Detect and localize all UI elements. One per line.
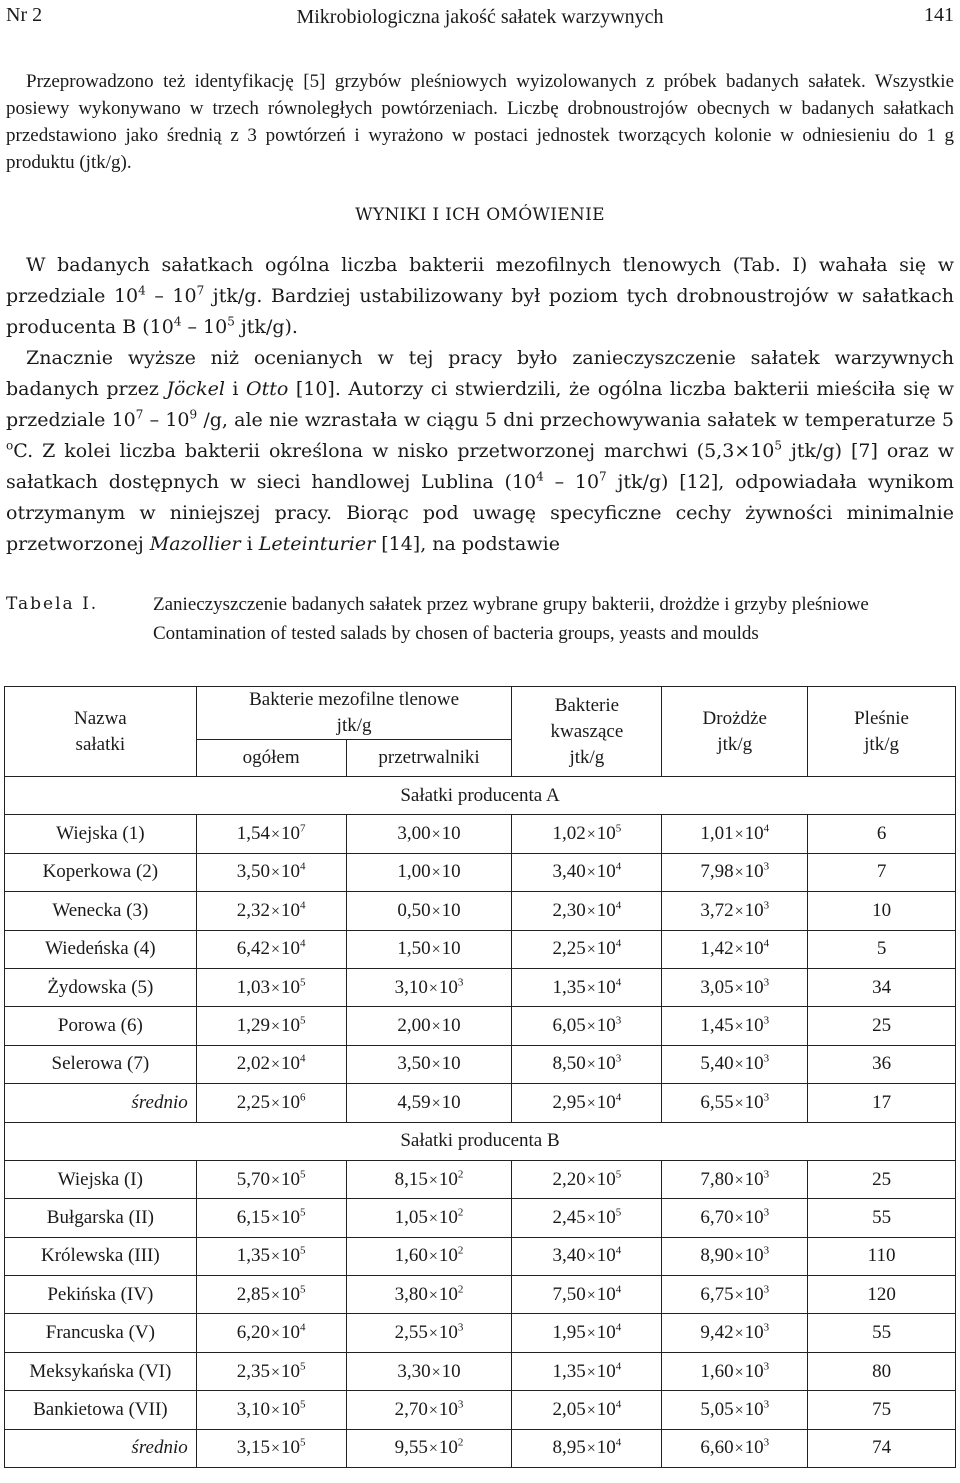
value-cell: $1,95\times 10^4$ — [512, 1314, 662, 1352]
moulds-cell: 55 — [808, 1314, 956, 1352]
moulds-cell: 6 — [808, 815, 956, 853]
moulds-cell: 36 — [808, 1045, 956, 1083]
results-paragraph-2: Znacznie wyższe niż ocenianych w tej pracy było zanieczyszczenie sałatek warzywnych badanych przez Jöckel i Otto [10]. Autorzy ci stwierdzili, że ogólna liczba bakterii mieściła się w przedziale $10^7 - 10^9$ /g, ale nie wzrastała w ciągu 5 dni przechowywania sałatek w temperaturze 5 $^o$C. Z kolei liczba bakterii określona w nisko przetworzonej marchwi ($5,3\times 10^5$ jtk/g) [7] oraz w sałatkach dostępnych w sieci handlowej Lublina ($10^4 - 10^7$ jtk/g) [12], odpowiadała wynikom otrzymanym w niniejszej pracy. Biorąc pod uwagę specyficzne cechy żywności minimalnie przetworzonej Mazollier i Leteinturier [14], na podstawie — [6, 347, 955, 555]
value-cell: $1,42\times 10^4$ — [662, 930, 808, 968]
section-label-b: Sałatki producenta B — [5, 1122, 956, 1160]
value-cell: $2,35\times 10^5$ — [196, 1352, 346, 1390]
value-cell: $6,05\times 10^3$ — [512, 1007, 662, 1045]
salad-name: Pekińska (IV) — [5, 1276, 197, 1314]
value-cell: $2,20\times 10^5$ — [512, 1160, 662, 1198]
value-cell: $3,80\times 10^2$ — [346, 1276, 512, 1314]
section-row-a — [5, 777, 956, 815]
moulds-cell: 75 — [808, 1391, 956, 1429]
value-cell: $5,40\times 10^3$ — [662, 1045, 808, 1083]
running-title: Mikrobiologiczna jakość sałatek warzywnych — [296, 6, 664, 28]
table-row — [5, 1391, 956, 1429]
table-row — [5, 892, 956, 930]
header-yeasts: Drożdże jtk/g — [662, 687, 808, 777]
average-label: średnio — [5, 1429, 197, 1467]
intro-paragraph: Przeprowadzono też identyfikację [5] grzybów pleśniowych wyizolowanych z próbek badanych sałatek. Wszystkie posiewy wykonywano w trzech równoległych powtórzeniach. Liczbę drobnoustrojów obecnych w badanych sałatkach przedstawiono jako średnią z 3 powtórzeń i wyrażono w postaci jednostek tworzących kolonie w odniesieniu do 1 g produktu (jtk/g). — [6, 71, 954, 173]
moulds-cell: 74 — [808, 1429, 956, 1467]
value-cell: $6,42\times 10^4$ — [196, 930, 346, 968]
header-lactic: Bakterie kwaszące jtk/g — [512, 687, 662, 777]
value-cell: $1,35\times 10^4$ — [512, 968, 662, 1006]
page-number: 141 — [924, 4, 954, 26]
value-cell: $8,15\times 10^2$ — [346, 1160, 512, 1198]
table-row — [5, 853, 956, 891]
table-row — [5, 1237, 956, 1275]
value-cell: $5,05\times 10^3$ — [662, 1391, 808, 1429]
value-cell: $2,25\times 10^4$ — [512, 930, 662, 968]
value-cell: $2,25\times 10^6$ — [196, 1084, 346, 1122]
caption-polish: Zanieczyszczenie badanych sałatek przez wybrane grupy bakterii, drożdże i grzyby pleśniowe — [153, 594, 869, 615]
value-cell: 1,00×10 — [346, 853, 512, 891]
value-cell: $9,55\times 10^2$ — [346, 1429, 512, 1467]
contamination-table — [4, 686, 956, 1468]
table-row — [5, 1007, 956, 1045]
salad-name: Bułgarska (II) — [5, 1199, 197, 1237]
section-row-b — [5, 1122, 956, 1160]
moulds-cell: 120 — [808, 1276, 956, 1314]
moulds-cell: 5 — [808, 930, 956, 968]
results-paragraph-1: W badanych sałatkach ogólna liczba bakterii mezofilnych tlenowych (Tab. I) wahała się w przedziale $10^4 - 10^7$ jtk/g. Bardziej ustabilizowany był poziom tych drobnoustrojów w sałatkach producenta B ($10^4 - 10^5$ jtk/g). — [6, 254, 954, 338]
table-row — [5, 1199, 956, 1237]
table-row — [5, 1160, 956, 1198]
moulds-cell: 25 — [808, 1007, 956, 1045]
value-cell: $6,15\times 10^5$ — [196, 1199, 346, 1237]
moulds-cell: 55 — [808, 1199, 956, 1237]
value-cell: $1,05\times 10^2$ — [346, 1199, 512, 1237]
value-cell: $8,90\times 10^3$ — [662, 1237, 808, 1275]
value-cell: $3,72\times 10^3$ — [662, 892, 808, 930]
value-cell: $1,02\times 10^5$ — [512, 815, 662, 853]
value-cell: 3,00×10 — [346, 815, 512, 853]
salad-name: Francuska (V) — [5, 1314, 197, 1352]
value-cell: $7,98\times 10^3$ — [662, 853, 808, 891]
value-cell: $6,20\times 10^4$ — [196, 1314, 346, 1352]
salad-name: Porowa (6) — [5, 1007, 197, 1045]
value-cell: $8,50\times 10^3$ — [512, 1045, 662, 1083]
salad-name: Koperkowa (2) — [5, 853, 197, 891]
value-cell: 1,50×10 — [346, 930, 512, 968]
value-cell: 4,59×10 — [346, 1084, 512, 1122]
value-cell: $6,75\times 10^3$ — [662, 1276, 808, 1314]
value-cell: $7,50\times 10^4$ — [512, 1276, 662, 1314]
header-name: Nazwa sałatki — [5, 687, 197, 777]
value-cell: $1,03\times 10^5$ — [196, 968, 346, 1006]
salad-name: Wiejska (I) — [5, 1160, 197, 1198]
value-cell: $2,55\times 10^3$ — [346, 1314, 512, 1352]
value-cell: $6,60\times 10^3$ — [662, 1429, 808, 1467]
value-cell: $3,10\times 10^3$ — [346, 968, 512, 1006]
value-cell: $6,70\times 10^3$ — [662, 1199, 808, 1237]
moulds-cell: 25 — [808, 1160, 956, 1198]
value-cell: $7,80\times 10^3$ — [662, 1160, 808, 1198]
moulds-cell: 7 — [808, 853, 956, 891]
salad-name: Wenecka (3) — [5, 892, 197, 930]
value-cell: $2,32\times 10^4$ — [196, 892, 346, 930]
value-cell: $2,05\times 10^4$ — [512, 1391, 662, 1429]
value-cell: $3,50\times 10^4$ — [196, 853, 346, 891]
results-text — [6, 250, 954, 560]
average-label: średnio — [5, 1084, 197, 1122]
value-cell: $1,60\times 10^2$ — [346, 1237, 512, 1275]
moulds-cell: 10 — [808, 892, 956, 930]
header-mezo-spore: przetrwalniki — [346, 740, 512, 777]
value-cell: $2,45\times 10^5$ — [512, 1199, 662, 1237]
issue-number: Nr 2 — [6, 4, 43, 26]
value-cell: $2,95\times 10^4$ — [512, 1084, 662, 1122]
table-body — [5, 777, 956, 1468]
value-cell: $3,40\times 10^4$ — [512, 1237, 662, 1275]
value-cell: $3,40\times 10^4$ — [512, 853, 662, 891]
salad-name: Wiejska (1) — [5, 815, 197, 853]
header-mezo-total: ogółem — [196, 740, 346, 777]
value-cell: $1,45\times 10^3$ — [662, 1007, 808, 1045]
table-row — [5, 1314, 956, 1352]
value-cell: 2,00×10 — [346, 1007, 512, 1045]
table-row — [5, 815, 956, 853]
salad-name: Selerowa (7) — [5, 1045, 197, 1083]
average-row — [5, 1084, 956, 1122]
salad-name: Żydowska (5) — [5, 968, 197, 1006]
section-title: WYNIKI I ICH OMÓWIENIE — [355, 205, 605, 225]
value-cell: $5,70\times 10^5$ — [196, 1160, 346, 1198]
table-row — [5, 968, 956, 1006]
value-cell: $6,55\times 10^3$ — [662, 1084, 808, 1122]
running-header — [6, 4, 954, 32]
value-cell: $1,35\times 10^5$ — [196, 1237, 346, 1275]
header-mezophilic: Bakterie mezofilne tlenowe jtk/g — [196, 687, 512, 740]
value-cell: $1,01\times 10^4$ — [662, 815, 808, 853]
value-cell: $2,30\times 10^4$ — [512, 892, 662, 930]
average-row — [5, 1429, 956, 1467]
moulds-cell: 80 — [808, 1352, 956, 1390]
value-cell: $1,35\times 10^4$ — [512, 1352, 662, 1390]
table-row — [5, 1352, 956, 1390]
value-cell: $2,70\times 10^3$ — [346, 1391, 512, 1429]
value-cell: $3,15\times 10^5$ — [196, 1429, 346, 1467]
value-cell: 0,50×10 — [346, 892, 512, 930]
section-label-a: Sałatki producenta A — [5, 777, 956, 815]
salad-name: Bankietowa (VII) — [5, 1391, 197, 1429]
table-row — [5, 1276, 956, 1314]
salad-name: Wiedeńska (4) — [5, 930, 197, 968]
header-moulds: Pleśnie jtk/g — [808, 687, 956, 777]
value-cell: $2,85\times 10^5$ — [196, 1276, 346, 1314]
salad-name: Królewska (III) — [5, 1237, 197, 1275]
value-cell: $1,60\times 10^3$ — [662, 1352, 808, 1390]
value-cell: $2,02\times 10^4$ — [196, 1045, 346, 1083]
table-row — [5, 930, 956, 968]
value-cell: 3,30×10 — [346, 1352, 512, 1390]
moulds-cell: 34 — [808, 968, 956, 1006]
value-cell: $9,42\times 10^3$ — [662, 1314, 808, 1352]
moulds-cell: 110 — [808, 1237, 956, 1275]
table-caption — [6, 590, 954, 648]
salad-name: Meksykańska (VI) — [5, 1352, 197, 1390]
value-cell: $3,10\times 10^5$ — [196, 1391, 346, 1429]
table-label: Tabela I. — [6, 594, 99, 614]
value-cell: $1,54\times 10^7$ — [196, 815, 346, 853]
caption-english: Contamination of tested salads by chosen of bacteria groups, yeasts and moulds — [153, 623, 759, 644]
value-cell: $1,29\times 10^5$ — [196, 1007, 346, 1045]
value-cell: $8,95\times 10^4$ — [512, 1429, 662, 1467]
value-cell: 3,50×10 — [346, 1045, 512, 1083]
table-row — [5, 1045, 956, 1083]
value-cell: $3,05\times 10^3$ — [662, 968, 808, 1006]
moulds-cell: 17 — [808, 1084, 956, 1122]
